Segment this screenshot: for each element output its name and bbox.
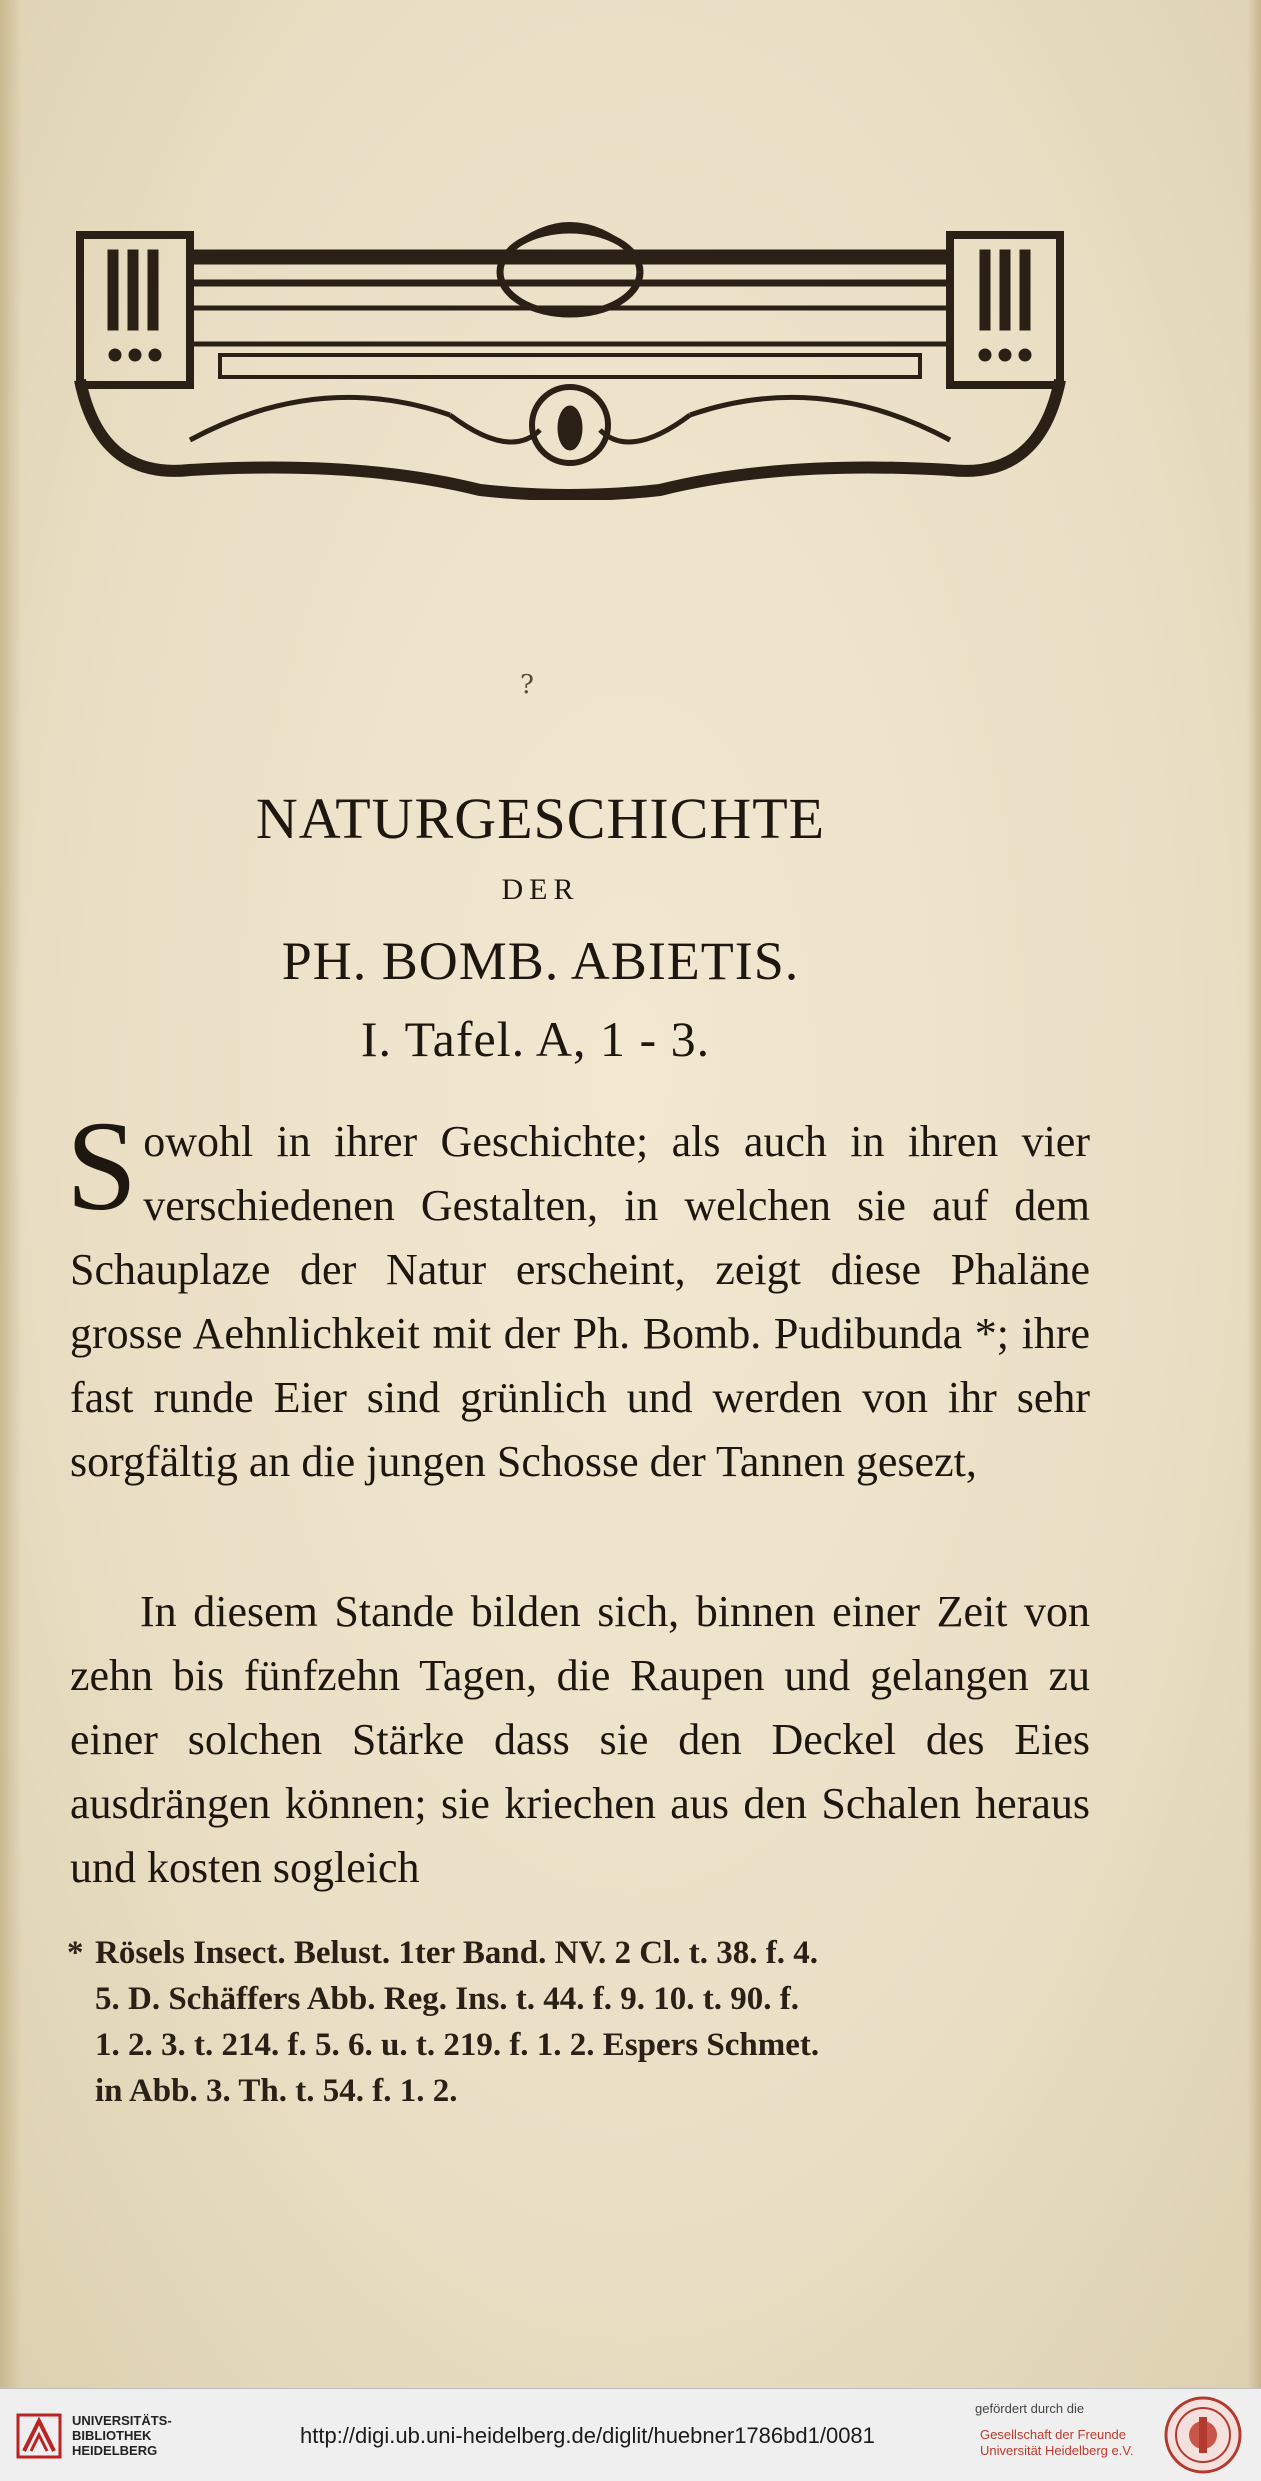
chapter-title: NATURGESCHICHTE (255, 786, 826, 851)
sponsor-intro: gefördert durch die (975, 2401, 1085, 2416)
paragraph-1-text: owohl in ihrer Geschichte; als auch in ihren vier verschiedenen Gestalten, in welchen sie auf dem Schauplaze der Natur erscheint, zeigt diese Phaläne grosse Aehnlichkeit mit der Ph. Bomb. Pudibunda *; ihre fast runde Eier sind grünlich und werden von ihr sehr sorgfältig an die jungen Schosse der Tannen gesezt, (70, 1117, 1090, 1486)
footnote (67, 1930, 1095, 2114)
viewer-footer (0, 2388, 1261, 2481)
footnote-line: Rösels Insect. Belust. 1ter Band. NV. 2 Cl. t. 38. f. 4. (95, 1935, 818, 1971)
chapter-subtitle-der: DER (501, 873, 580, 906)
footnote-line: 5. D. Schäffers Abb. Reg. Ins. t. 44. f. 9. 10. t. 90. f. (95, 1981, 799, 2017)
species-name: PH. BOMB. ABIETIS. (281, 931, 800, 991)
footnote-line: in Abb. 3. Th. t. 54. f. 1. 2. (95, 2073, 458, 2109)
page-edge-right (1247, 0, 1261, 2388)
paragraph-1 (66, 1095, 1090, 1494)
library-name: UNIVERSITÄTS- BIBLIOTHEK HEIDELBERG (72, 2413, 172, 2458)
stray-mark: ? (520, 670, 534, 700)
plate-reference: I. Tafel. A, 1 - 3. (360, 1011, 711, 1067)
decorative-headpiece-ornament (60, 200, 1080, 500)
permalink-url[interactable]: http://digi.ub.uni-heidelberg.de/diglit/huebner1786bd1/0081 (300, 2423, 875, 2448)
drop-cap: S (66, 1095, 138, 1237)
library-logo-icon[interactable] (14, 2411, 64, 2461)
footnote-line: 1. 2. 3. t. 214. f. 5. 6. u. t. 219. f. 1. 2. Espers Schmet. (95, 2027, 820, 2063)
footnote-mark: * (67, 1935, 84, 1971)
page-edge-left (0, 0, 22, 2388)
sponsor-name[interactable]: Gesellschaft der Freunde Universität Heidelberg e.V. (980, 2427, 1134, 2458)
paragraph-2: In diesem Stande bilden sich, binnen einer Zeit von zehn bis fünfzehn Tagen, die Raupen und gelangen zu einer solchen Stärke dass sie den Deckel des Eies ausdrängen können; sie kriechen aus den Schalen heraus und kosten sogleich (70, 1587, 1090, 1892)
university-seal-icon (1163, 2395, 1243, 2475)
